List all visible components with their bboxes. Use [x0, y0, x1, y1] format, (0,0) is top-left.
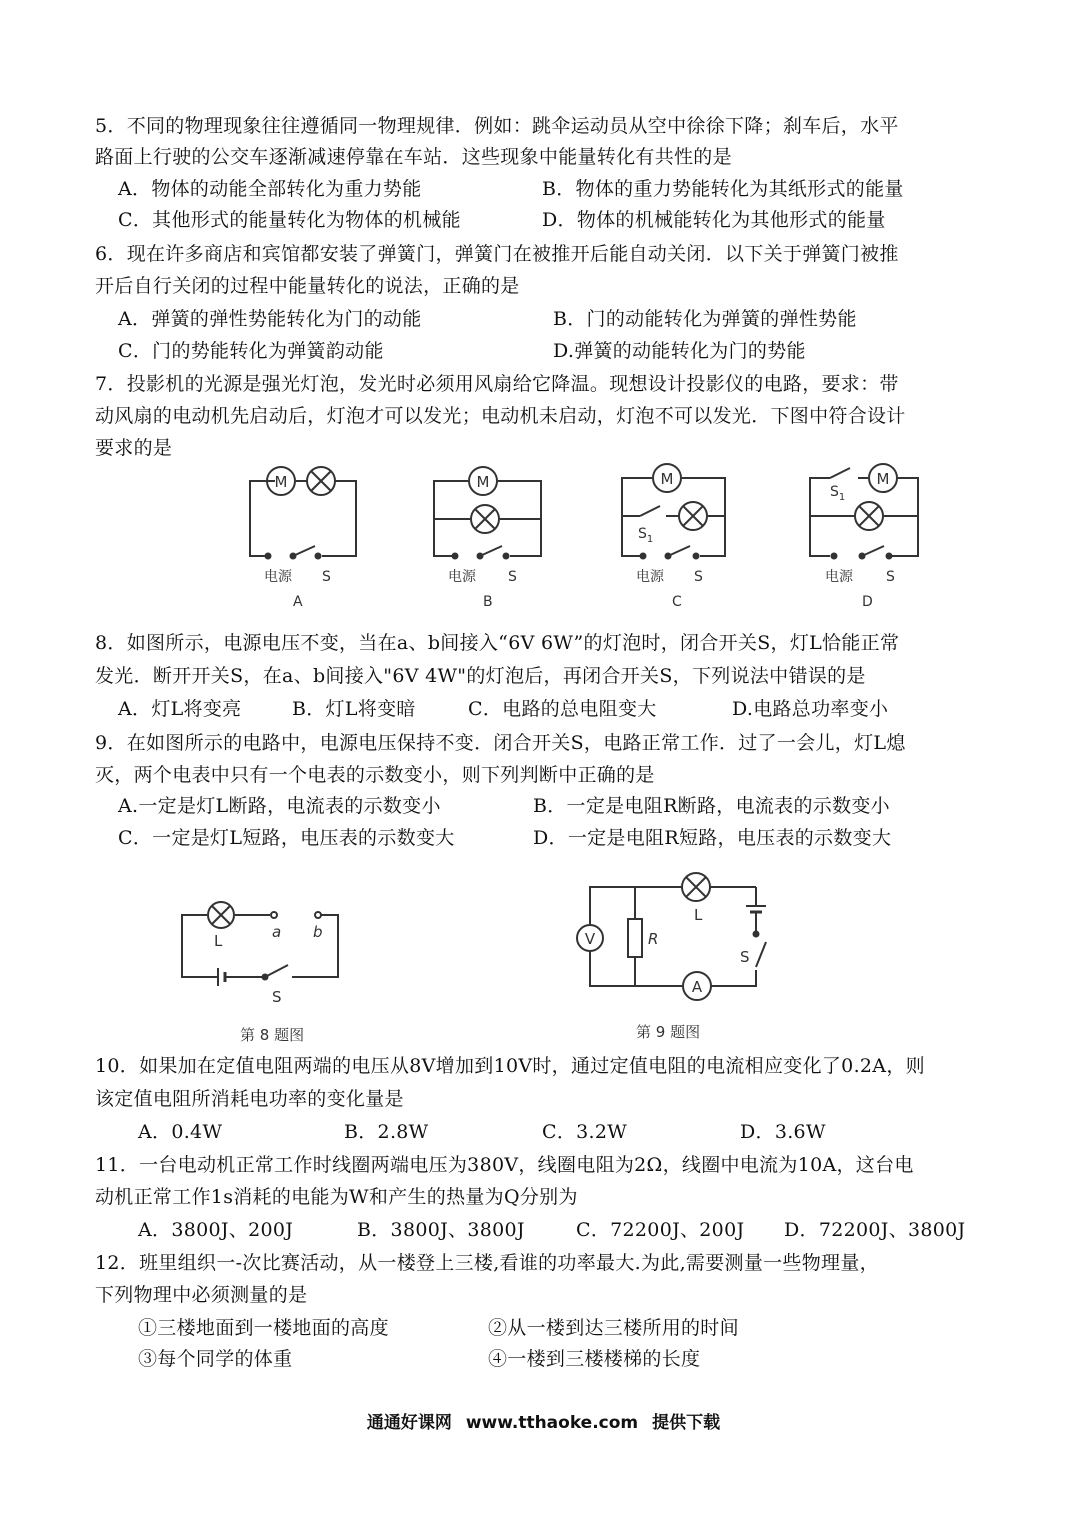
q9-option-c: C．一定是灯L短路，电压表的示数变大 — [118, 827, 455, 849]
q5-option-d: D．物体的机械能转化为其他形式的能量 — [542, 209, 886, 231]
q7-circuit-a — [250, 467, 356, 610]
q8-line1: 8．如图所示，电源电压不变，当在a、b间接入“6V 6W”的灯泡时，闭合开关S，灯L恰能正常 — [95, 632, 900, 654]
q5-line1: 5．不同的物理现象往往遵循同一物理规律．例如：跳伞运动员从空中徐徐下降；刹车后，水平 — [95, 115, 899, 137]
q7-circuit-c — [622, 464, 725, 610]
q5-option-c: C．其他形式的能量转化为物体的机械能 — [118, 209, 461, 231]
footer-site: 通通好课网 — [366, 1413, 452, 1433]
q7-circuit-b — [434, 467, 541, 610]
switch-icon — [668, 546, 690, 556]
q7-line3: 要求的是 — [95, 437, 173, 459]
q12-line1: 12．班里组织一-次比赛活动，从一楼登上三楼,看谁的功率最大.为此,需要测量一些物理量， — [95, 1252, 879, 1274]
terminal-b-label: b — [313, 923, 323, 941]
q8-q9-figures — [0, 862, 1087, 1047]
switch-s1-label: $S_1$ — [638, 526, 654, 545]
q7-circuit-figures — [0, 456, 1087, 616]
q9-option-a: A.一定是灯L断路，电流表的示数变小 — [118, 795, 441, 817]
footer-note: 提供下载 — [652, 1413, 721, 1433]
q9-option-b: B．一定是电阻R断路，电流表的示数变小 — [533, 795, 890, 817]
switch-icon — [265, 965, 288, 977]
q11-option-b: B．3800J、3800J — [357, 1219, 525, 1241]
figure-9-caption: 第 9 题图 — [636, 1023, 701, 1041]
q7-circuit-d — [810, 464, 918, 610]
q11-line2: 动机正常工作1s消耗的电能为W和产生的热量为Q分别为 — [95, 1186, 578, 1208]
figure-8 — [182, 902, 338, 1044]
q9-line1: 9．在如图所示的电路中，电源电压保持不变．闭合开关S，电路正常工作．过了一会儿，灯L熄 — [95, 732, 906, 754]
q7-line2: 动风扇的电动机先启动后，灯泡才可以发光；电动机未启动，灯泡不可以发光．下图中符合设计 — [95, 405, 906, 427]
switch-label: S — [740, 948, 750, 966]
source-label: 电源 — [825, 569, 853, 585]
q10-option-c: C．3.2W — [542, 1121, 628, 1143]
q10-option-a: A．0.4W — [138, 1121, 223, 1143]
switch-icon — [480, 546, 502, 556]
lamp-label: L — [694, 906, 703, 924]
figure-8-caption: 第 8 题图 — [240, 1026, 305, 1044]
source-label: 电源 — [264, 569, 292, 585]
terminal-a-label: a — [272, 923, 282, 941]
q6-line1: 6．现在许多商店和宾馆都安装了弹簧门，弹簧门在被推开后能自动关闭．以下关于弹簧门被推 — [95, 243, 899, 265]
ammeter-label: A — [691, 978, 703, 996]
figure-label-a: A — [293, 594, 303, 610]
q5-option-a: A．物体的动能全部转化为重力势能 — [118, 178, 422, 200]
q12-item-2: ②从一楼到达三楼所用的时间 — [488, 1317, 739, 1339]
q5-option-b: B．物体的重力势能转化为其纸形式的能量 — [542, 178, 904, 200]
q8-option-c: C．电路的总电阻变大 — [468, 698, 657, 720]
q5-line2: 路面上行驶的公交车逐渐减速停靠在车站．这些现象中能量转化有共性的是 — [95, 146, 732, 168]
motor-label: M — [660, 470, 674, 488]
voltmeter-label: V — [584, 930, 596, 948]
q10-line1: 10．如果加在定值电阻两端的电压从8V增加到10V时，通过定值电阻的电流相应变化了0.2A，则 — [95, 1055, 925, 1077]
q6-option-b: B．门的动能转化为弹簧的弹性势能 — [553, 308, 857, 330]
switch-label: S — [322, 569, 331, 585]
q10-line2: 该定值电阻所消耗电功率的变化量是 — [95, 1088, 404, 1110]
source-label: 电源 — [636, 569, 664, 585]
terminal-b — [315, 912, 321, 918]
figure-label-d: D — [862, 594, 873, 610]
terminal-a — [271, 912, 277, 918]
figure-label-c: C — [672, 594, 682, 610]
resistor-icon — [628, 919, 642, 957]
q6-option-d: D.弹簧的动能转化为门的势能 — [553, 340, 806, 362]
q6-line2: 开后自行关闭的过程中能量转化的说法，正确的是 — [95, 275, 520, 297]
figure-label-b: B — [483, 594, 493, 610]
switch-label: S — [508, 569, 517, 585]
q10-option-d: D．3.6W — [740, 1121, 826, 1143]
switch-s1-label: $S_1$ — [830, 484, 846, 503]
motor-label: M — [274, 473, 288, 491]
q9-line2: 灭，两个电表中只有一个电表的示数变小，则下列判断中正确的是 — [95, 764, 655, 786]
q6-option-c: C．门的势能转化为弹簧韵动能 — [118, 340, 384, 362]
switch-s1-icon — [830, 468, 850, 478]
q8-option-d: D.电路总功率变小 — [732, 698, 889, 720]
q10-option-b: B．2.8W — [344, 1121, 429, 1143]
footer-url[interactable]: www.tthaoke.com — [465, 1413, 639, 1433]
switch-label: S — [272, 988, 282, 1006]
switch-icon — [862, 546, 884, 556]
q11-option-a: A．3800J、200J — [138, 1219, 294, 1241]
page-footer — [0, 1408, 1087, 1433]
q8-option-a: A．灯L将变亮 — [118, 698, 242, 720]
figure-9 — [577, 873, 766, 1041]
lamp-label: L — [214, 932, 223, 950]
q11-option-d: D．72200J、3800J — [784, 1219, 966, 1241]
q7-line1: 7．投影机的光源是强光灯泡，发光时必须用风扇给它降温。现想设计投影仪的电路，要求：带 — [95, 373, 899, 395]
resistor-label: R — [648, 930, 659, 948]
switch-label: S — [886, 569, 895, 585]
motor-label: M — [876, 470, 890, 488]
switch-icon — [756, 942, 766, 967]
switch-label: S — [694, 569, 703, 585]
switch-s1-icon — [640, 506, 660, 516]
source-label: 电源 — [448, 569, 476, 585]
q12-item-1: ①三楼地面到一楼地面的高度 — [138, 1317, 389, 1339]
q12-item-3: ③每个同学的体重 — [138, 1348, 293, 1370]
q8-line2: 发光．断开开关S，在a、b间接入"6V 4W"的灯泡后，再闭合开关S，下列说法中错误的是 — [95, 665, 866, 687]
q11-option-c: C．72200J、200J — [576, 1219, 745, 1241]
switch-icon — [293, 546, 315, 556]
q8-option-b: B．灯L将变暗 — [292, 698, 416, 720]
q6-option-a: A．弹簧的弹性势能转化为门的动能 — [118, 308, 422, 330]
q11-line1: 11．一台电动机正常工作时线圈两端电压为380V，线圈电阻为2Ω，线圈中电流为10A，这台电 — [95, 1154, 914, 1176]
q12-item-4: ④一楼到三楼楼梯的长度 — [488, 1348, 701, 1370]
q9-option-d: D．一定是电阻R短路，电压表的示数变大 — [533, 827, 892, 849]
motor-label: M — [476, 473, 490, 491]
q12-line2: 下列物理中必须测量的是 — [95, 1284, 308, 1306]
